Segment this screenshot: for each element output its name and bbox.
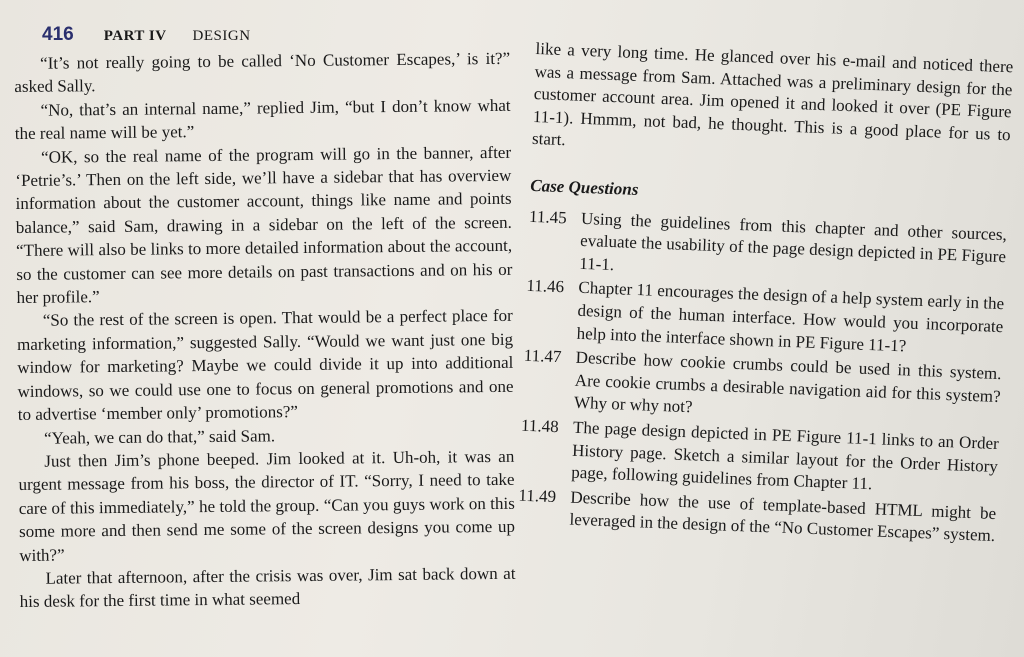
continuation-paragraph: like a very long time. He glanced over his e-mail and noticed there was a message from Sam. Attached was a preliminary design for the customer account area. Jim opened it and looked it over (PE Figure 11-1). Hmmm, not bad, he thought. This is a good place for us to start.	[531, 38, 1014, 150]
question-number: 11.45	[528, 206, 568, 227]
paragraph: “No, that’s an internal name,” replied Jim, “but I don’t know what the real name will be yet.”	[14, 95, 511, 144]
question-text: Describe how cookie crumbs could be used in this system. Are cookie crumbs a desirable navigation aid for this system? Why or why not?	[573, 347, 1002, 417]
question-text: Chapter 11 encourages the design of a help system early in the design of the human interface. How would you incorporate help into the interface shown in PE Figure 11-1?	[576, 278, 1005, 355]
question-number: 11.48	[520, 415, 560, 437]
paragraph: “OK, so the real name of the program will go in the banner, after ‘Petrie’s.’ Then on the left side, we’ll have a sidebar that has overview information about the customer account, things like name and points balance,” said Sam, drawing in a sidebar on the left of the screen. “There will also be links to more detailed information about the account, so the customer can see more details on past transactions and on his or her profile.”	[15, 142, 513, 308]
part-label: PART IV	[103, 28, 167, 44]
page-number: 416	[42, 24, 74, 45]
question-number: 11.47	[523, 345, 562, 367]
case-questions-heading: Case Questions	[529, 175, 639, 200]
paragraph: “So the rest of the screen is open. That would be a perfect place for marketing information,” suggested Sally. “Would we want just one big window for marketing? Maybe we could divide it up into additional windows, so we could use one to focus on general promotions and one to advertise ‘member only’ promotions?”	[16, 306, 514, 425]
section-label: DESIGN	[192, 28, 251, 44]
paragraph: “Yeah, we can do that,” said Sam.	[43, 425, 276, 448]
question-text: The page design depicted in PE Figure 11-1 links to an Order History page. Sketch a similar layout for the Order History page, following guidelines from Chapter 11.	[570, 417, 1000, 494]
right-column	[517, 38, 1014, 550]
question-number: 11.46	[526, 276, 565, 297]
left-column	[14, 47, 516, 614]
paragraph: Just then Jim’s phone beeped. Jim looked at it. Uh-oh, it was an urgent message from his boss, the director of IT. “Sorry, I need to take care of this immediately,” he told the group. “Can you guys work on this some more and then send me some of the screen designs you come up with?”	[18, 446, 516, 565]
paragraph: “It’s not really going to be called ‘No Customer Escapes,’ is it?” asked Sally.	[14, 48, 511, 97]
question-number: 11.49	[518, 485, 557, 506]
question-text: Using the guidelines from this chapter and other sources, evaluate the usability of the page design depicted in PE Figure 11-1.	[579, 208, 1008, 274]
running-header	[42, 24, 251, 46]
paragraph: Later that afternoon, after the crisis was over, Jim sat back down at his desk for the first time in what seemed	[19, 563, 516, 612]
question-text: Describe how the use of template-based HTML might be leveraged in the design of the “No Customer Escapes” system.	[569, 487, 997, 546]
